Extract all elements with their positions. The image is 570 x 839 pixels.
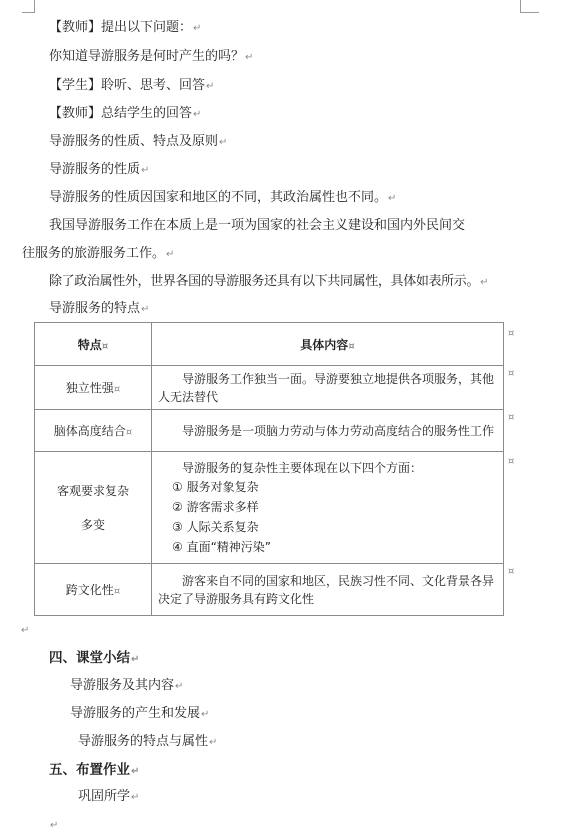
paragraph-mark-icon: ↵ (206, 81, 215, 92)
page-corner-mark-left (22, 0, 35, 13)
table-row (35, 564, 504, 616)
table-cell-content: 导游服务是一项脑力劳动与体力劳动高度结合的服务性工作 (152, 410, 504, 452)
row-end-mark-icon: ¤ (508, 566, 515, 577)
row-end-mark-icon: ¤ (508, 412, 515, 423)
table-row (35, 410, 504, 452)
paragraph-mark-icon: ↵ (245, 52, 254, 63)
paragraph-mark-icon: ↵ (209, 737, 218, 748)
section-heading-homework: 五、布置作业↵ (49, 762, 140, 778)
paragraph-common-attributes: 除了政治属性外，世界各国的导游服务还具有以下共同属性，具体如表所示。↵ (49, 274, 489, 289)
paragraph-nature-political: 导游服务的性质因国家和地区的不同，其政治属性也不同。↵ (49, 190, 397, 205)
paragraph-teacher-summary: 【教师】总结学生的回答↵ (49, 106, 202, 121)
table-cell-content: 游客来自不同的国家和地区，民族习性不同、文化背景各异决定了导游服务具有跨文化性 (152, 564, 504, 616)
list-item: ③ 人际关系复杂 (172, 519, 259, 534)
paragraph-topic: 导游服务的性质、特点及原则↵ (49, 134, 228, 149)
paragraph-mark-icon: ↵ (388, 193, 397, 204)
paragraph-mark-icon: ↵ (131, 654, 140, 665)
paragraph-mark-icon: ↵ (21, 625, 30, 636)
table-row (35, 366, 504, 410)
table-cell-content: 导游服务的复杂性主要体现在以下四个方面： ① 服务对象复杂 ② 游客需求多样 ③ 人际关系复杂 ④ 直面“精神污染” (152, 452, 504, 564)
paragraph-teacher-question: 【教师】提出以下问题：↵ (49, 20, 202, 35)
paragraph-mark-icon: ↵ (141, 304, 150, 315)
table-header-feature: 特点¤ (35, 323, 152, 366)
list-item: 导游服务及其内容↵ (70, 678, 184, 693)
table-cell-feature: 客观要求复杂 多变 (35, 452, 152, 564)
paragraph-question: 你知道导游服务是何时产生的吗？↵ (49, 49, 254, 64)
paragraph-china-line1: 我国导游服务工作在本质上是一项为国家的社会主义建设和国内外民间交 (49, 218, 466, 233)
paragraph-mark-icon: ↵ (193, 23, 202, 34)
paragraph-mark-icon: ↵ (141, 165, 150, 176)
table-cell-feature: 跨文化性¤ (35, 564, 152, 616)
paragraph-mark-icon: ↵ (175, 681, 184, 692)
paragraph-mark-icon: ↵ (480, 277, 489, 288)
paragraph-mark-icon: ↵ (131, 766, 140, 777)
empty-paragraph (20, 622, 29, 639)
page-corner-mark-right (520, 0, 539, 13)
list-item: ① 服务对象复杂 (172, 479, 259, 494)
table-row (35, 452, 504, 564)
paragraph-mark-icon: ↵ (166, 249, 175, 260)
list-item: 导游服务的产生和发展↵ (70, 706, 210, 721)
list-item: 巩固所学↵ (78, 789, 140, 804)
paragraph-mark-icon: ↵ (201, 709, 210, 720)
table-header-content: 具体内容¤ (152, 323, 504, 366)
paragraph-nature-title: 导游服务的性质↵ (49, 162, 150, 177)
features-table (34, 322, 504, 616)
paragraph-mark-icon: ↵ (219, 137, 228, 148)
paragraph-mark-icon: ↵ (131, 792, 140, 803)
section-heading-summary: 四、课堂小结↵ (49, 650, 140, 666)
paragraph-mark-icon: ↵ (50, 820, 59, 831)
table-header-row (35, 323, 504, 366)
empty-paragraph (49, 817, 58, 834)
paragraph-mark-icon: ↵ (193, 109, 202, 120)
table-cell-content: 导游服务工作独当一面。导游要独立地提供各项服务，其他人无法替代 (152, 366, 504, 410)
row-end-mark-icon: ¤ (508, 456, 515, 467)
row-end-mark-icon: ¤ (508, 368, 515, 379)
list-item: ④ 直面“精神污染” (172, 539, 272, 554)
table-cell-feature: 独立性强¤ (35, 366, 152, 410)
paragraph-features-title: 导游服务的特点↵ (49, 301, 150, 316)
list-item: 导游服务的特点与属性↵ (78, 734, 218, 749)
paragraph-china-line2: 往服务的旅游服务工作。↵ (22, 246, 175, 261)
row-end-mark-icon: ¤ (508, 328, 515, 339)
table-cell-feature: 脑体高度结合¤ (35, 410, 152, 452)
paragraph-student: 【学生】聆听、思考、回答↵ (49, 78, 215, 93)
list-item: ② 游客需求多样 (172, 499, 259, 514)
